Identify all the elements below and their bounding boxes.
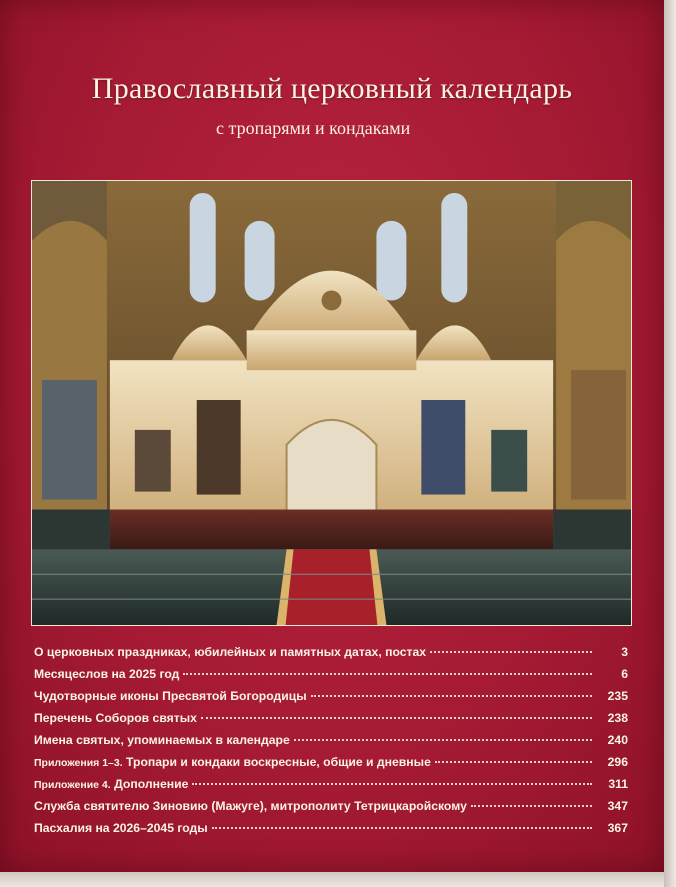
toc-item — [34, 667, 628, 689]
table-of-contents — [34, 645, 628, 843]
toc-leader — [311, 695, 592, 697]
toc-item-title: Месяцеслов на 2025 год — [34, 667, 180, 681]
toc-leader — [294, 739, 592, 741]
toc-item-title: Служба святителю Зиновию (Мажуге), митрополиту Тетрицкаройскому — [34, 799, 467, 813]
toc-item-page: 3 — [621, 645, 628, 659]
book-title: Православный церковный календарь — [91, 72, 573, 105]
toc-leader — [183, 673, 592, 675]
toc-leader — [212, 827, 592, 829]
toc-item — [34, 711, 628, 733]
toc-item-prefix: Приложения 1–3. — [34, 757, 123, 769]
toc-leader — [201, 717, 592, 719]
toc-item-page: 296 — [607, 755, 628, 769]
toc-item-page: 311 — [608, 777, 628, 791]
toc-item-page: 235 — [607, 689, 628, 703]
toc-item — [34, 733, 628, 755]
page-side-edge — [664, 0, 676, 887]
toc-item — [34, 755, 628, 777]
toc-item-title: Имена святых, упоминаемых в календаре — [34, 733, 290, 747]
toc-item-title: Дополнение — [110, 777, 189, 791]
toc-item-title: О церковных праздниках, юбилейных и памятных датах, постах — [34, 645, 427, 659]
iconostasis-photo — [31, 180, 632, 626]
toc-item-title: Пасхалия на 2026–2045 годы — [34, 821, 208, 835]
toc-item-title: Чудотворные иконы Пресвятой Богородицы — [34, 689, 307, 703]
page-edge — [0, 872, 676, 887]
toc-item — [34, 799, 628, 821]
toc-item — [34, 689, 628, 711]
church-interior-image — [32, 181, 631, 625]
toc-item-page: 347 — [607, 799, 628, 813]
toc-item — [34, 645, 628, 667]
toc-item-title: Перечень Соборов святых — [34, 711, 197, 725]
toc-item-page: 238 — [607, 711, 628, 725]
toc-leader — [430, 651, 592, 653]
toc-leader — [435, 761, 592, 763]
toc-item — [34, 777, 628, 799]
toc-item — [34, 821, 628, 843]
toc-leader — [192, 783, 592, 785]
toc-item-prefix: Приложение 4. — [34, 779, 111, 791]
toc-item-title: Тропари и кондаки воскресные, общие и дневные — [122, 755, 431, 769]
toc-item-page: 6 — [621, 667, 628, 681]
book-subtitle: с тропарями и кондаками — [216, 118, 411, 138]
toc-item-page: 240 — [607, 733, 628, 747]
toc-item-page: 367 — [607, 821, 628, 835]
toc-leader — [471, 805, 592, 807]
